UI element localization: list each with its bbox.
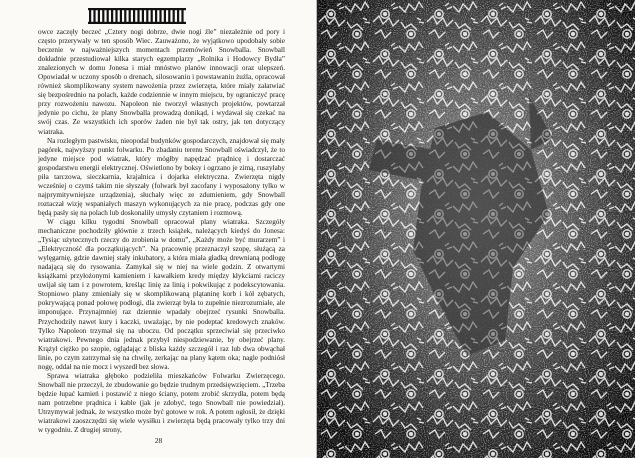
windmill-pattern-illustration (317, 0, 635, 458)
paragraph: W ciągu kilku tygodni Snowball opracował plany wiatraka. Szczegóły mechaniczne pochodziły głównie z trzech książek, należących kiedyś do Jonesa: „Tysiąc użytecznych rzeczy do zrobienia w domu”, „Każdy może być murarzem” i „Elektryczność dla początkujących”. Na pracownię przeznaczył szopę, służącą za wylęgarnię, gdzie dawniej stały inkubatory, a która miała gładką drewnianą podłogę nadającą się do rysowania. Zamykał się w niej na wiele godzin. Z otwartymi książkami przyłożonymi kamieniem i kawałkiem kredy między kłykciami raciczy uwijał się tam i z powrotem, kreśląc linię za linią i pokwikując z podekscytowania. Stopniowo plany zmieniały się w skomplikowaną plątaninę korb i kół zębatych, pokrywającą ponad połowę podłogi, dla zwierząt była to zupełnie niezrozumiałe, ale imponujące. Przynajmniej raz dziennie wpadały obejrzeć rysunki Snowballa. Przychodziły nawet kury i kaczki, uważając, by nie podeptać kredowych znaków. Tylko Napoleon trzymał się na uboczu. Od początku sprzeciwiał się przeciwko wiatrakowi. Pewnego dnia jednak przybył niespodziewanie, by obejrzeć plany. Krążył ciężko po szopie, oglądając z bliska każdy szczegół i raz lub dwa obwąchał linie, po czym zatrzymał się na chwilę, zerkając na plany kątem oka; nagle podniósł nogę, oddał na nie mocz i wyszedł bez słowa. (38, 217, 285, 371)
page-number: 28 (154, 436, 163, 445)
body-text (38, 28, 285, 435)
paragraph: Sprawa wiatraka głęboko podzieliła mieszkańców Folwarku Zwierzęcego. Snowball nie przeczył, że zbudowanie go będzie trudnym przedsięwzięciem. „Trzeba będzie łupać kamień i postawić z niego ściany, potem zrobić skrzydła, potem będą nam potrzebne prądnica i kable (jak je zdobyć, tego Snowball nie powiedział). Utrzymywał jednak, że wszystko może być gotowe w rok. A potem ogłosił, że dzięki wiatrakowi zaoszczędzi się wiele wysiłku i zwierzęta będą pracowały tylko trzy dni w tygodniu. Z drugiej strony, (38, 371, 285, 435)
left-page (0, 0, 317, 458)
fence-ornament-icon (88, 8, 186, 24)
paragraph: Na rozległym pastwisku, nieopodal budynków gospodarczych, znajdował się mały pagórek, najwyższy punkt folwarku. Po zbadaniu terenu Snowball oświadczył, że to jedyne miejsce pod wiatrak, który mógłby napędzać prądnicę i dostarczać gospodarstwu energii elektrycznej. Oświetlono by boksy i ogrzano je zimą, ruszyłaby piła tarczowa, sieczkarnia, krajalnica i dojarka elektryczna. Zwierzęta nigdy wcześniej o czymś takim nie słyszały (folwark był zacofany i wyposażony tylko w najprymitywniejsze urządzenia), słuchały więc ze zdumieniem, gdy Snowball roztaczał wizję wspaniałych maszyn wykonujących za nie pracę, podczas gdy one będą pasły się na polach lub doskonaliły umysły czytaniem i rozmową. (38, 136, 285, 217)
paragraph: owce zaczęły beczeć „Cztery nogi dobrze, dwie nogi źle” niezależnie od pory i często przerywały w ten sposób Wiec. Zauważono, że wyjątkowo upodobały sobie beczenie w najważniejszych momentach przemówień Snowballa. Snowball dokładnie przestudiował kilka starych egzemplarzy „Rolnika i Hodowcy Bydła” znalezionych w domu Jonesa i miał mnóstwo planów innowacji oraz ulepszeń. Opowiadał w uczony sposób o drenach, silosowaniu i powstawaniu żużla, opracował również skomplikowany system nawożenia przez zwierzęta, które miały załatwiać się bezpośrednio na polach, każde codziennie w innym miejscu, by ograniczyć pracę przy rozwożeniu nawozu. Napoleon nie tworzył własnych projektów, powtarzał jedynie po cichu, że plany Snowballa prowadzą donikąd, i wydawał się czekać na swój czas. Ze wszystkich ich sporów żaden nie był tak ostry, jak ten dotyczący wiatraka. (38, 28, 285, 136)
illustration-page (317, 0, 635, 458)
